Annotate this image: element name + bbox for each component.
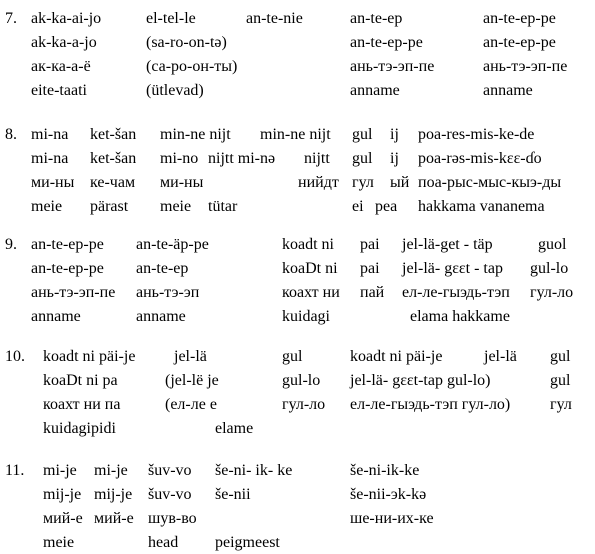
word-cell: ми-ны xyxy=(31,174,75,191)
word-cell: kuidagi xyxy=(282,308,330,325)
word-cell: anname xyxy=(31,308,81,325)
word-cell: an-te-ep xyxy=(350,10,403,27)
transcription-row xyxy=(0,148,595,170)
word-cell: ket-šan xyxy=(90,126,137,143)
word-cell: an-te-ep-pe xyxy=(31,236,104,253)
word-cell: мий-е xyxy=(43,510,83,527)
word-cell: koadt ni päi-je xyxy=(43,348,136,365)
word-cell: pai xyxy=(360,236,380,253)
word-cell: gul xyxy=(352,150,373,167)
word-cell: anname xyxy=(136,308,186,325)
example-number: 11. xyxy=(5,462,25,479)
word-cell: poa-rəs-mis-kɛɛ-ɗo xyxy=(418,150,542,167)
syllable-row xyxy=(0,460,595,482)
word-cell: nijtt mi-nə xyxy=(208,150,276,167)
word-cell: ak-ka-a-jo xyxy=(31,34,97,51)
word-cell: ань-тэ-эп-пе xyxy=(350,58,435,75)
translation-row xyxy=(0,306,595,328)
word-cell: min-ne nijt xyxy=(160,126,231,143)
word-cell: poa-res-mis-ke-de xyxy=(418,126,535,143)
word-cell: mi-na xyxy=(31,126,69,143)
word-cell: мий-е xyxy=(94,510,134,527)
word-cell: gul xyxy=(550,348,571,365)
word-cell: гул-ло xyxy=(282,396,326,413)
word-cell: mi-je xyxy=(94,462,128,479)
word-cell: hakkama vananema xyxy=(418,198,545,215)
word-cell: peigmeest xyxy=(215,534,280,551)
word-cell: (jel-lë je xyxy=(165,372,219,389)
cyrillic-row xyxy=(0,56,595,78)
word-cell: jel-lä-get - täp xyxy=(402,236,493,253)
word-cell: kuidagipidi xyxy=(43,420,116,437)
cyrillic-row xyxy=(0,172,595,194)
word-cell: min-ne nijt xyxy=(260,126,331,143)
word-cell: ань-тэ-эп-пе xyxy=(483,58,568,75)
word-cell: ak-ka-ai-jo xyxy=(31,10,102,27)
word-cell: an-te-ep-pe xyxy=(483,34,556,51)
word-cell: an-te-ep xyxy=(136,260,189,277)
transcription-row xyxy=(0,258,595,280)
word-cell: ше-ни-их-ке xyxy=(350,510,434,527)
word-cell: guol xyxy=(538,236,567,253)
word-cell: mi-no xyxy=(160,150,199,167)
word-cell: koadt ni päi-je xyxy=(350,348,443,365)
word-cell: ке-чам xyxy=(90,174,136,191)
word-cell: ань-тэ-эп xyxy=(136,284,200,301)
word-cell: (ütlevad) xyxy=(146,82,204,99)
word-cell: še-nii xyxy=(215,486,251,503)
word-cell: elame xyxy=(215,420,254,437)
word-cell: ij xyxy=(390,126,399,143)
word-cell: el-tel-le xyxy=(146,10,196,27)
word-cell: meie xyxy=(43,534,75,551)
word-cell: ань-тэ-эп-пе xyxy=(31,284,116,301)
word-cell: nijtt xyxy=(304,150,330,167)
word-cell: шув-во xyxy=(148,510,197,527)
word-cell: pai xyxy=(360,260,380,277)
word-cell: коахт ни xyxy=(282,284,340,301)
example-number: 10. xyxy=(5,348,25,365)
word-cell: gul xyxy=(550,372,571,389)
example-number: 7. xyxy=(5,10,17,27)
word-cell: tütar xyxy=(208,198,238,215)
word-cell: гул-ло xyxy=(530,284,574,301)
word-cell: še-ni-ik-ke xyxy=(350,462,420,479)
word-cell: (ел-ле е xyxy=(165,396,217,413)
word-cell: (са-ро-он-ты) xyxy=(146,58,238,75)
word-cell: гул xyxy=(550,396,572,413)
translation-row xyxy=(0,80,595,102)
example-number: 9. xyxy=(5,236,17,253)
transcription-row xyxy=(0,32,595,54)
word-cell: anname xyxy=(483,82,533,99)
word-cell: an-te-äp-pe xyxy=(136,236,209,253)
word-cell: šuv-vo xyxy=(148,462,192,479)
word-cell: гул xyxy=(352,174,374,191)
word-cell: jel-lä- gɛɛt - tap xyxy=(402,260,503,277)
word-cell: jel-lä- gɛɛt-tap gul-lo) xyxy=(350,372,491,389)
cyrillic-row xyxy=(0,508,595,530)
word-cell: koaDt ni pa xyxy=(43,372,118,389)
word-cell: gul xyxy=(352,126,373,143)
word-cell: elama hakkame xyxy=(410,308,510,325)
word-cell: gul xyxy=(282,348,303,365)
cyrillic-row xyxy=(0,282,595,304)
word-cell: pärast xyxy=(90,198,129,215)
word-cell: an-te-ep-pe xyxy=(31,260,104,277)
word-cell: head xyxy=(148,534,179,551)
word-cell: ij xyxy=(390,150,399,167)
word-cell: šuv-vo xyxy=(148,486,192,503)
syllable-row xyxy=(0,234,595,256)
translation-row xyxy=(0,532,595,554)
word-cell: пай xyxy=(360,284,385,301)
transcription-row xyxy=(0,484,595,506)
word-cell: meie xyxy=(160,198,192,215)
word-cell: koadt ni xyxy=(282,236,334,253)
translation-row xyxy=(0,196,595,218)
syllable-row xyxy=(0,346,595,368)
word-cell: jel-lä xyxy=(484,348,517,365)
word-cell: коахт ни па xyxy=(43,396,121,413)
word-cell: (sa-ro-on-tə) xyxy=(146,34,227,51)
word-cell: ket-šan xyxy=(90,150,137,167)
word-cell: an-te-nie xyxy=(246,10,303,27)
word-cell: an-te-ep-pe xyxy=(350,34,423,51)
word-cell: gul-lo xyxy=(282,372,321,389)
transcription-row xyxy=(0,370,595,392)
word-cell: anname xyxy=(350,82,400,99)
cyrillic-row xyxy=(0,394,595,416)
example-number: 8. xyxy=(5,126,17,143)
word-cell: ый xyxy=(390,174,410,191)
word-cell: ел-ле-гыэдь-тэп xyxy=(402,284,510,301)
word-cell: an-te-ep-pe xyxy=(483,10,556,27)
word-cell: meie xyxy=(31,198,63,215)
translation-row xyxy=(0,418,595,440)
word-cell: eite-taati xyxy=(31,82,87,99)
word-cell: поа-рыс-мыс-кыэ-ды xyxy=(418,174,562,191)
syllable-row xyxy=(0,8,595,30)
word-cell: mij-je xyxy=(43,486,82,503)
word-cell: še-ni- ik- ke xyxy=(215,462,293,479)
word-cell: gul-lo xyxy=(530,260,569,277)
word-cell: mi-je xyxy=(43,462,77,479)
word-cell: ел-ле-гыэдь-тэп гул-ло) xyxy=(350,396,511,413)
word-cell: ми-ны xyxy=(160,174,204,191)
word-cell: še-nii-эk-kə xyxy=(350,486,427,503)
word-cell: pea xyxy=(375,198,398,215)
word-cell: mi-na xyxy=(31,150,69,167)
word-cell: ак-ка-а-ё xyxy=(31,58,91,75)
word-cell: ei xyxy=(352,198,364,215)
word-cell: jel-lä xyxy=(174,348,207,365)
word-cell: mij-je xyxy=(94,486,133,503)
syllable-row xyxy=(0,124,595,146)
word-cell: koaDt ni xyxy=(282,260,338,277)
word-cell: нийдт xyxy=(298,174,339,191)
